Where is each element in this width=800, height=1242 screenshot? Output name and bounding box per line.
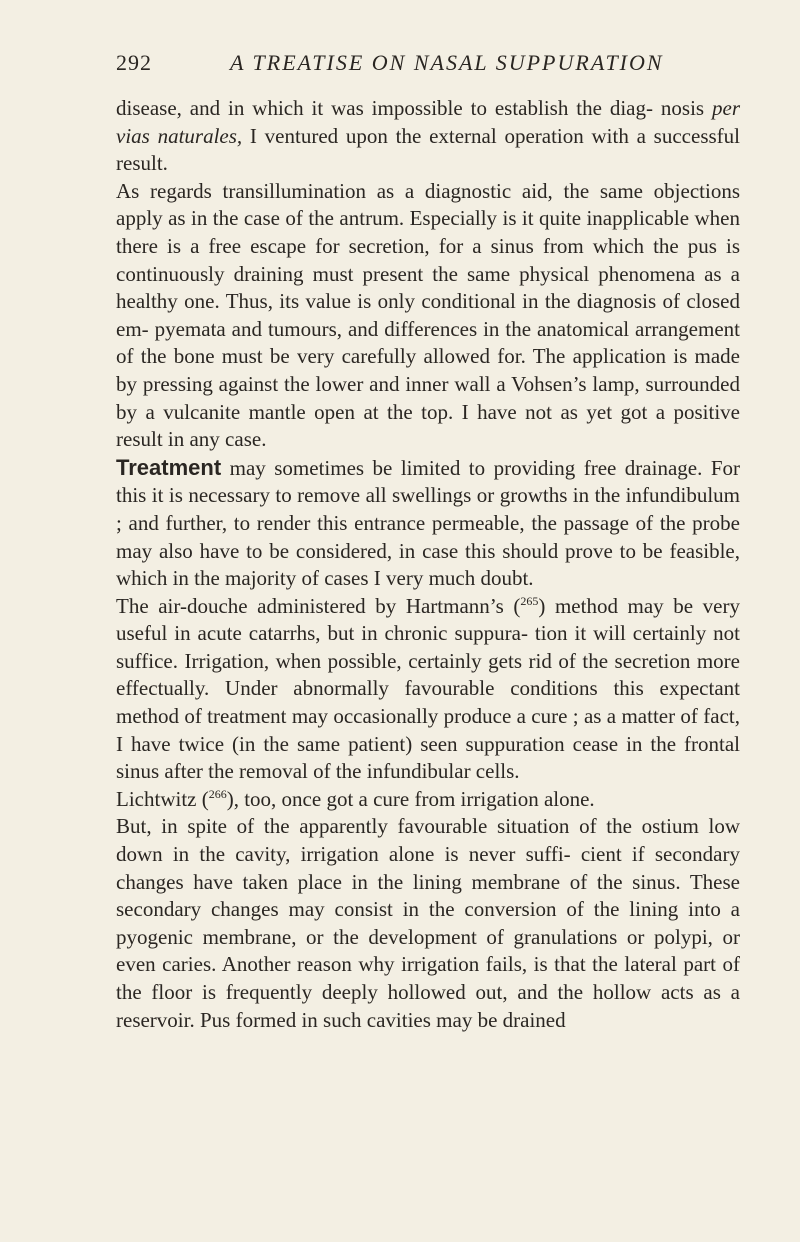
page-header (116, 50, 736, 82)
paragraph-1 (116, 95, 740, 178)
paragraph-2: As regards transillumination as a diagnostic aid, the same objections apply as in the case of the antrum. Especially is it quite inapplicable when there is a free escape for secretion, for a sinus from which the pus is continuously draining must present the same physical phenomena as a healthy one. Thus, its value is only conditional in the diagnosis of closed em- pyemata and tumours, and differences in the anatomical arrangement of the bone must be very carefully allowed for. The application is made by pressing against the lower and inner wall a Vohsen’s lamp, surrounded by a vulcanite mantle open at the top. I have not as yet got a positive result in any case. (116, 178, 740, 452)
paragraph-1-text-a: disease, and in which it was impossible to establish the diag- nosis (116, 96, 712, 120)
reference-266: 266 (208, 786, 227, 801)
running-title: A TREATISE ON NASAL SUPPURATION (230, 50, 664, 75)
paragraph-5 (116, 786, 740, 814)
page-number: 292 (116, 50, 152, 75)
reference-265: 265 (520, 593, 539, 608)
latin-phrase: per vias naturales, (116, 96, 740, 148)
body-text (116, 95, 740, 1034)
paragraph-4-text-b: ) method may be very useful in acute catarrhs, but in chronic suppura- tion it will certainly not suffice. Irrigation, when possible, certainly gets rid of the secretion more effectually. Under abnormally favourable conditions this expectant method of treatment may occasionally produce a cure ; as a matter of fact, I have twice (in the same patient) seen suppuration cease in the frontal sinus after the removal of the infundibular cells. (116, 593, 740, 784)
paragraph-5-text-b: ), too, once got a cure from irrigation alone. (226, 786, 595, 811)
paragraph-4 (116, 593, 740, 786)
paragraph-1-text-b: I ventured upon the external operation with a successful result. (116, 123, 740, 176)
paragraph-5-text-a: Lichtwitz ( (116, 786, 209, 811)
paragraph-6: But, in spite of the apparently favourable situation of the ostium low down in the cavity, irrigation alone is never suffi- cient if secondary changes have taken place in the lining membrane of the sinus. These secondary changes may consist in the conversion of the lining into a pyogenic membrane, or the development of granulations or polypi, or even caries. Another reason why irrigation fails, is that the lateral part of the floor is frequently deeply hollowed out, and the hollow acts as a reservoir. Pus formed in such cavities may be drained (116, 814, 740, 1032)
section-heading-treatment: Treatment (116, 454, 222, 480)
paragraph-3 (116, 454, 740, 593)
paragraph-3-text: may sometimes be limited to providing free drainage. For this it is necessary to remove all swellings or growths in the infundibulum ; and further, to render this entrance permeable, the passage of the probe may also have to be considered, in case this should prove to be feasible, which in the majority of cases I very much doubt. (116, 455, 740, 591)
paragraph-4-text-a: The air-douche administered by Hartmann’s ( (116, 593, 521, 618)
